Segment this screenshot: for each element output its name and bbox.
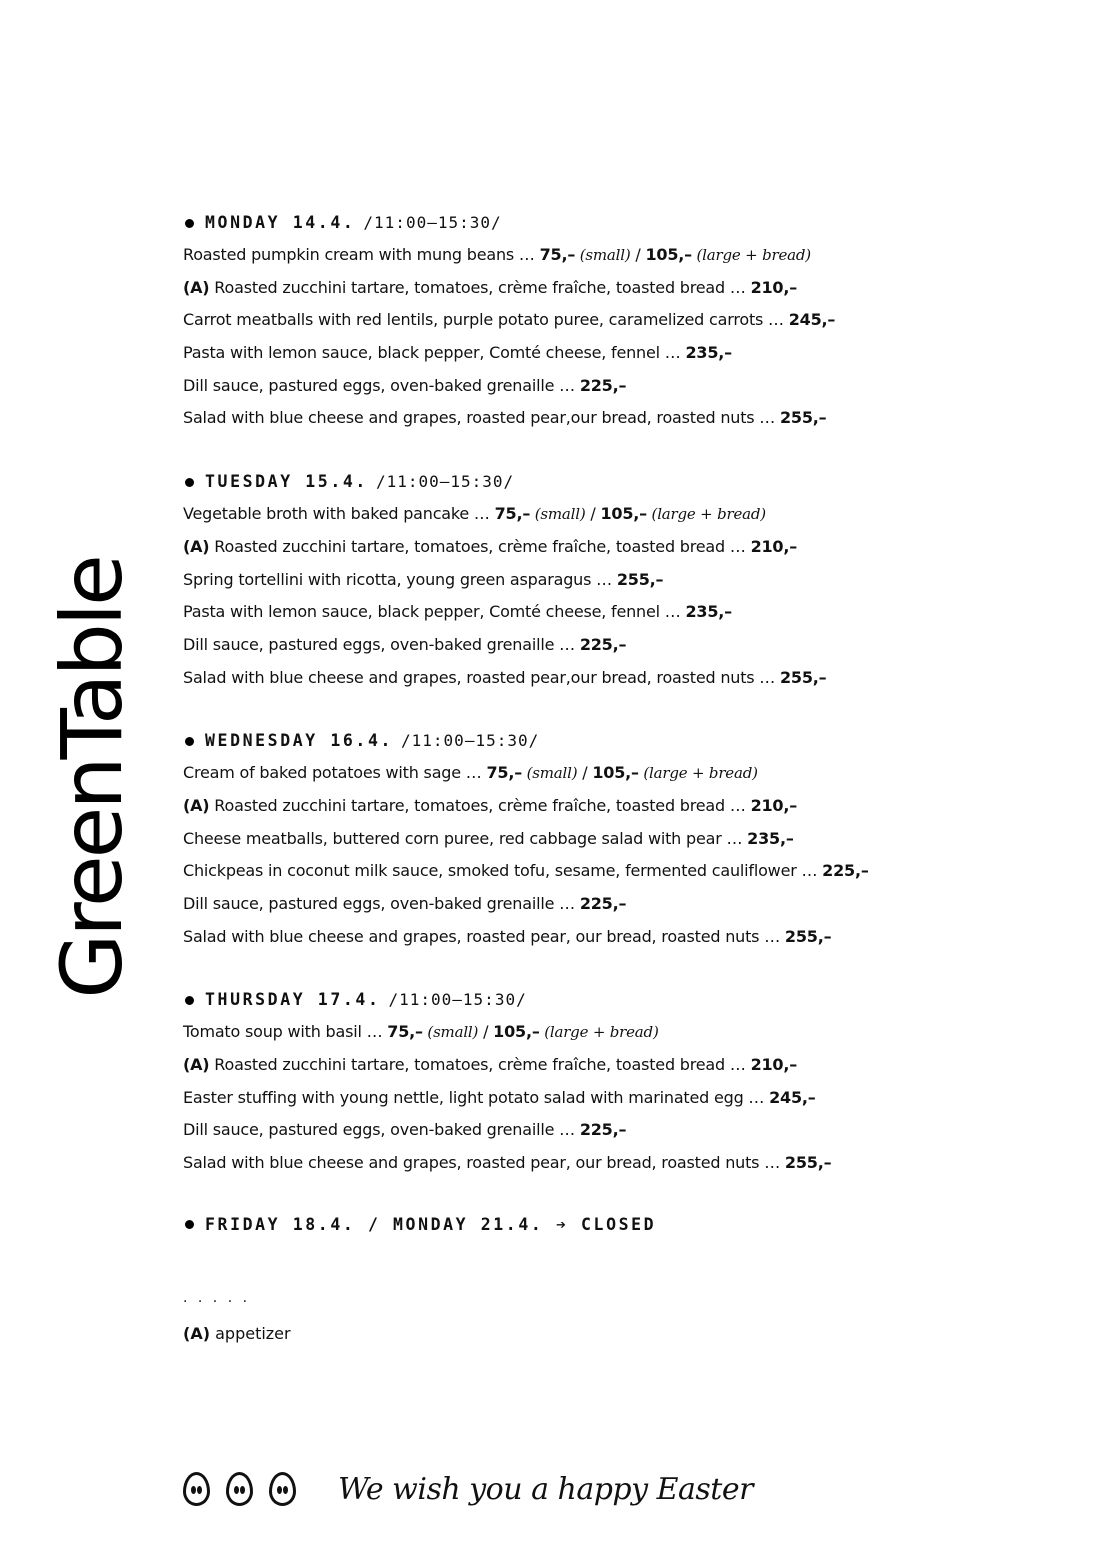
dish-name: Pasta with lemon sauce, black pepper, Comté cheese, fennel …	[183, 343, 686, 363]
price: 255,–	[784, 926, 832, 946]
dish-name: Roasted pumpkin cream with mung beans …	[183, 245, 540, 264]
separator-dots: . . . . .	[183, 1290, 251, 1306]
day-label: TUESDAY 15.4.	[205, 472, 368, 492]
price: 225,–	[579, 1120, 627, 1140]
day-section	[183, 725, 1043, 953]
price: 210,–	[750, 1055, 798, 1075]
dish-name: Tomato soup with basil …	[183, 1022, 388, 1042]
menu-item	[183, 402, 1043, 435]
price: 225,–	[579, 375, 627, 395]
price-separator: /	[630, 245, 646, 264]
day-heading	[183, 984, 1043, 1016]
price: 235,–	[685, 343, 732, 363]
price-separator: /	[585, 504, 601, 524]
dish-name: Salad with blue cheese and grapes, roasted pear,our bread, roasted nuts …	[183, 408, 780, 428]
day-hours: /11:00–15:30/	[388, 990, 527, 1010]
portion-note: (large + bread)	[691, 246, 811, 264]
portion-note: (small)	[522, 764, 578, 783]
price: 75,–	[387, 1022, 423, 1042]
menu-item	[183, 564, 1043, 597]
closed-label: FRIDAY 18.4. / MONDAY 21.4. ➔ CLOSED	[205, 1214, 657, 1234]
portion-note: (small)	[530, 505, 586, 524]
price: 255,–	[616, 569, 664, 589]
dish-name: Dill sauce, pastured eggs, oven-baked grenaille …	[183, 375, 580, 395]
egg-icon	[269, 1472, 296, 1506]
price-separator: /	[478, 1022, 494, 1042]
day-heading	[183, 207, 1043, 239]
dish-name: Salad with blue cheese and grapes, roasted pear,our bread, roasted nuts …	[183, 667, 780, 687]
menu-item	[183, 921, 1043, 954]
legend-tag: (A)	[183, 1324, 211, 1343]
menu-item	[183, 239, 1043, 272]
day-hours: /11:00–15:30/	[375, 472, 515, 492]
portion-note: (large + bread)	[539, 1023, 659, 1042]
menu-item	[183, 1049, 1043, 1082]
menu-item	[183, 1114, 1043, 1147]
day-hours: /11:00–15:30/	[363, 213, 502, 232]
dish-name: Cream of baked potatoes with sage …	[183, 763, 487, 783]
bullet-icon	[185, 996, 194, 1005]
dish-name: Pasta with lemon sauce, black pepper, Comté cheese, fennel …	[183, 602, 686, 622]
menu-item	[183, 304, 1043, 337]
closed-notice	[183, 1209, 1043, 1241]
menu-item	[183, 823, 1043, 856]
menu-item	[183, 596, 1043, 629]
day-section	[183, 466, 1043, 694]
dish-name: Roasted zucchini tartare, tomatoes, crème fraîche, toasted bread …	[209, 795, 751, 815]
price: 225,–	[579, 634, 627, 654]
price-separator: /	[577, 763, 593, 783]
price: 225,–	[822, 861, 869, 881]
menu-item	[183, 629, 1043, 662]
price: 245,–	[788, 310, 836, 330]
menu-item	[183, 1147, 1043, 1180]
menu	[183, 207, 1043, 1241]
day-heading	[183, 466, 1043, 498]
price: 210,–	[750, 277, 798, 297]
bullet-icon	[185, 737, 194, 746]
menu-item	[183, 757, 1043, 790]
portion-note: (large + bread)	[646, 505, 766, 524]
footer	[183, 1466, 753, 1512]
appetizer-tag: (A)	[183, 536, 210, 556]
price: 75,–	[539, 245, 576, 264]
menu-item	[183, 790, 1043, 823]
brand-logo: GreenTable	[43, 557, 141, 999]
dish-name: Dill sauce, pastured eggs, oven-baked grenaille …	[183, 634, 580, 654]
dish-name: Spring tortellini with ricotta, young green asparagus …	[183, 569, 617, 589]
dish-name: Roasted zucchini tartare, tomatoes, crème fraîche, toasted bread …	[209, 536, 751, 556]
price: 255,–	[784, 1153, 832, 1173]
day-section	[183, 984, 1043, 1179]
price-large: 105,–	[493, 1022, 540, 1042]
menu-item	[183, 662, 1043, 695]
appetizer-tag: (A)	[183, 277, 210, 297]
bullet-icon	[185, 1220, 194, 1229]
menu-item	[183, 1016, 1043, 1049]
menu-item	[183, 337, 1043, 370]
dish-name: Chickpeas in coconut milk sauce, smoked tofu, sesame, fermented cauliflower …	[183, 861, 823, 881]
dish-name: Salad with blue cheese and grapes, roasted pear, our bread, roasted nuts …	[183, 1153, 785, 1173]
easter-wish: We wish you a happy Easter	[338, 1471, 753, 1507]
price: 225,–	[579, 894, 627, 913]
dish-name: Cheese meatballs, buttered corn puree, red cabbage salad with pear …	[183, 828, 748, 848]
price: 75,–	[494, 504, 531, 524]
legend	[183, 1318, 291, 1350]
day-heading	[183, 725, 1043, 757]
portion-note: (large + bread)	[638, 764, 758, 783]
price: 245,–	[769, 1087, 816, 1107]
dish-name: Roasted zucchini tartare, tomatoes, crème fraîche, toasted bread …	[209, 1055, 751, 1075]
egg-icon	[226, 1472, 253, 1506]
menu-item	[183, 1082, 1043, 1115]
price-large: 105,–	[592, 763, 639, 783]
price: 235,–	[685, 602, 732, 622]
dish-name: Roasted zucchini tartare, tomatoes, crème fraîche, toasted bread …	[209, 277, 751, 297]
day-list	[183, 207, 1043, 1180]
menu-item	[183, 370, 1043, 403]
price: 210,–	[750, 536, 798, 556]
bullet-icon	[185, 478, 194, 487]
portion-note: (small)	[422, 1023, 479, 1042]
portion-note: (small)	[575, 246, 631, 264]
bullet-icon	[185, 219, 194, 228]
day-hours: /11:00–15:30/	[401, 731, 540, 751]
price: 255,–	[780, 667, 827, 687]
legend-text: appetizer	[210, 1324, 291, 1343]
day-section	[183, 207, 1043, 435]
menu-item	[183, 498, 1043, 531]
price: 255,–	[780, 408, 827, 428]
menu-item	[183, 855, 1043, 888]
day-label: MONDAY 14.4.	[205, 213, 356, 232]
price-large: 105,–	[600, 504, 647, 524]
egg-icon	[183, 1472, 210, 1506]
price: 75,–	[486, 763, 523, 783]
day-label: WEDNESDAY 16.4.	[205, 731, 394, 751]
appetizer-tag: (A)	[183, 795, 210, 815]
menu-item	[183, 888, 1043, 921]
dish-name: Vegetable broth with baked pancake …	[183, 504, 495, 524]
price: 235,–	[747, 828, 794, 848]
dish-name: Salad with blue cheese and grapes, roasted pear, our bread, roasted nuts …	[183, 926, 785, 946]
dish-name: Easter stuffing with young nettle, light potato salad with marinated egg …	[183, 1087, 770, 1107]
dish-name: Dill sauce, pastured eggs, oven-baked grenaille …	[183, 894, 580, 913]
price: 210,–	[750, 795, 798, 815]
dish-name: Carrot meatballs with red lentils, purple potato puree, caramelized carrots …	[183, 310, 789, 330]
menu-item	[183, 531, 1043, 564]
dish-name: Dill sauce, pastured eggs, oven-baked grenaille …	[183, 1120, 580, 1140]
price-large: 105,–	[645, 245, 692, 264]
appetizer-tag: (A)	[183, 1055, 210, 1075]
day-label: THURSDAY 17.4.	[205, 990, 381, 1010]
menu-item	[183, 272, 1043, 305]
